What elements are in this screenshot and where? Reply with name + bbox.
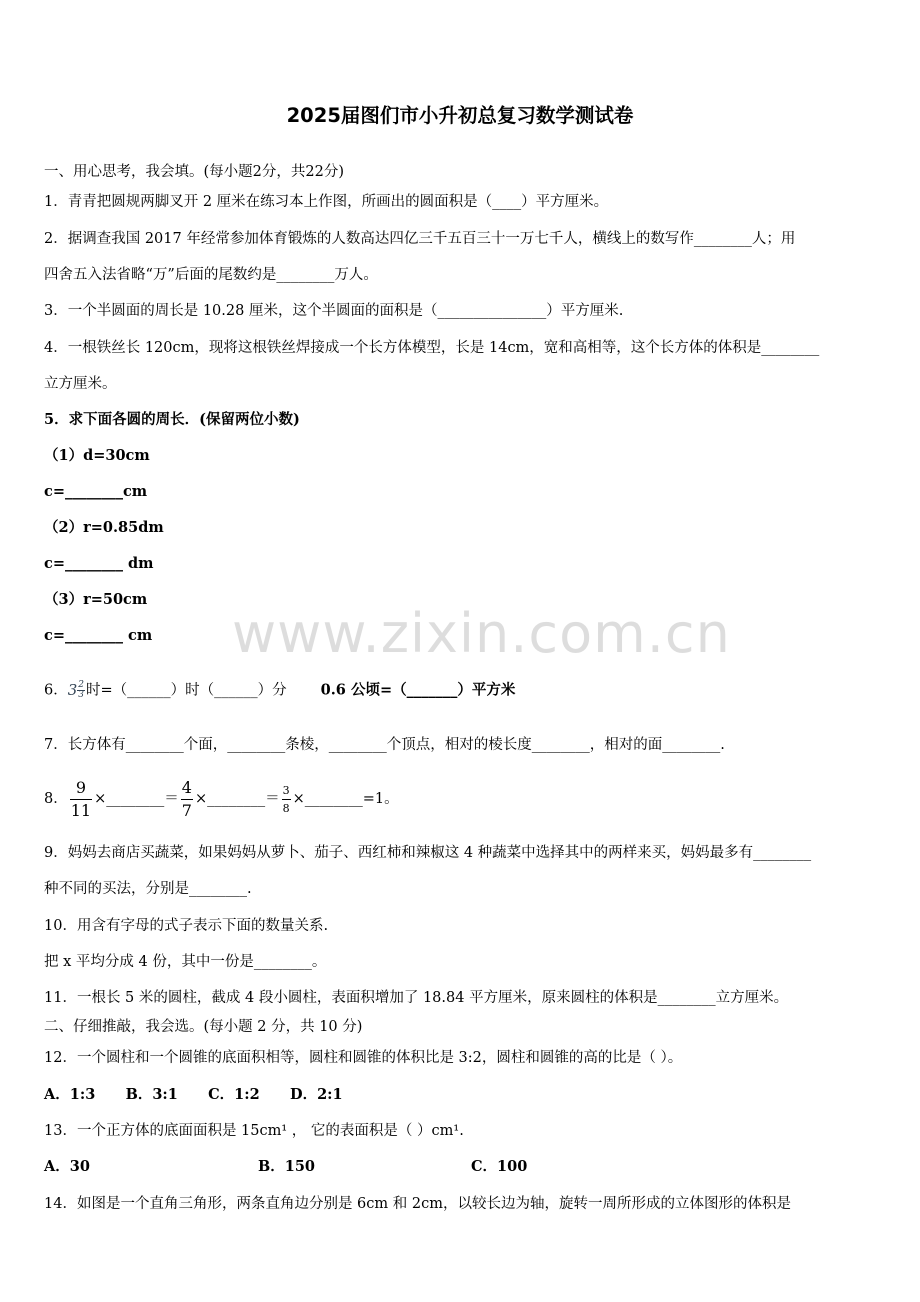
question-8 <box>44 774 399 824</box>
times-blank-3: ×________ <box>292 791 363 807</box>
question-10: 10．用含有字母的式子表示下面的数量关系. <box>44 918 329 934</box>
fraction-1-numerator: 9 <box>70 780 92 800</box>
fraction-3-8 <box>282 785 291 814</box>
question-4-line-1: 4．一根铁丝长 120cm，现将这根铁丝焊接成一个长方体模型，长是 14cm，宽和高相等，这个长方体的体积是________ <box>44 340 820 356</box>
question-6-text-b: 0.6 公顷=（_______）平方米 <box>320 681 516 699</box>
question-5: 5．求下面各圆的周长．(保留两位小数) <box>44 411 300 428</box>
question-9-line-2: 种不同的买法，分别是________. <box>44 881 252 897</box>
page-title: 2025届图们市小升初总复习数学测试卷 <box>286 104 634 127</box>
question-14: 14．如图是一个直角三角形，两条直角边分别是 6cm 和 2cm，以较长边为轴，旋转一周所形成的立体图形的体积是 <box>44 1196 791 1212</box>
fraction-9-11 <box>70 777 92 820</box>
watermark: www.zixin.com.cn <box>232 602 731 665</box>
question-6-text-a: 时=（______）时（______）分 <box>86 682 287 699</box>
fraction-2-denominator: 7 <box>181 800 192 820</box>
question-7: 7．长方体有________个面，________条棱，________个顶点，相对的棱长度________，相对的面________. <box>44 737 725 753</box>
fraction-4-7 <box>181 777 193 820</box>
question-10-sub: 把 x 平均分成 4 份，其中一份是________。 <box>44 954 327 970</box>
mixed-number-3-2-3 <box>68 676 86 705</box>
question-6-number: 6． <box>44 682 68 699</box>
question-6 <box>44 676 515 705</box>
equals-2: ＝ <box>265 791 280 807</box>
question-9-line-1: 9．妈妈去商店买蔬菜，如果妈妈从萝卜、茄子、西红柿和辣椒这 4 种蔬菜中选择其中的两样来买，妈妈最多有________ <box>44 845 812 861</box>
times-blank-1: ×________ <box>94 791 165 807</box>
question-13-option-b: B．150 <box>258 1158 316 1175</box>
question-2-line-2: 四舍五入法省略“万”后面的尾数约是________万人。 <box>44 267 378 283</box>
equals-one: =1。 <box>362 791 399 807</box>
question-11: 11．一根长 5 米的圆柱，截成 4 段小圆柱，表面积增加了 18.84 平方厘米，原来圆柱的体积是________立方厘米。 <box>44 990 789 1006</box>
question-13-option-c: C．100 <box>471 1158 528 1175</box>
question-5-part-3: （3）r=50cm <box>44 591 148 608</box>
question-13: 13．一个正方体的底面面积是 15cm¹ ， 它的表面积是（ ）cm¹. <box>44 1123 464 1139</box>
section-2-heading: 二、仔细推敲，我会选。(每小题 2 分，共 10 分) <box>44 1019 363 1035</box>
mixed-frac-num: 2 <box>78 679 85 690</box>
question-2-line-1: 2．据调查我国 2017 年经常参加体育锻炼的人数高达四亿三千五百三十一万七千人，横线上的数写作________人；用 <box>44 231 796 247</box>
question-12: 12．一个圆柱和一个圆锥的底面积相等，圆柱和圆锥的体积比是 3:2，圆柱和圆锥的高的比是（ ）。 <box>44 1050 683 1066</box>
question-5-part-1: （1）d=30cm <box>44 447 150 464</box>
question-8-number: 8． <box>44 791 68 807</box>
mixed-whole: 3 <box>67 681 78 699</box>
fraction-3-numerator: 3 <box>282 785 291 800</box>
question-3: 3．一个半圆面的周长是 10.28 厘米，这个半圆面的面积是（_______________）平方厘米. <box>44 303 624 319</box>
equals-1: ＝ <box>164 791 179 807</box>
fraction-2-numerator: 4 <box>181 780 193 800</box>
mixed-frac-den: 3 <box>78 689 85 700</box>
times-blank-2: ×________ <box>194 791 266 807</box>
question-5-answer-3: c=________ cm <box>44 627 153 644</box>
fraction-1-denominator: 11 <box>70 800 92 820</box>
fraction-3-denominator: 8 <box>282 801 290 815</box>
question-5-part-2: （2）r=0.85dm <box>44 519 164 536</box>
question-13-option-a: A．30 <box>44 1158 90 1175</box>
question-5-answer-1: c=________cm <box>44 483 148 500</box>
question-12-options: A．1:3 B．3:1 C．1:2 D．2:1 <box>44 1086 343 1103</box>
section-1-heading: 一、用心思考，我会填。(每小题2分，共22分) <box>44 164 344 180</box>
question-4-line-2: 立方厘米。 <box>44 376 117 392</box>
question-1: 1．青青把圆规两脚叉开 2 厘米在练习本上作图，所画出的圆面积是（____）平方厘米。 <box>44 194 609 210</box>
question-5-answer-2: c=________ dm <box>44 555 154 572</box>
